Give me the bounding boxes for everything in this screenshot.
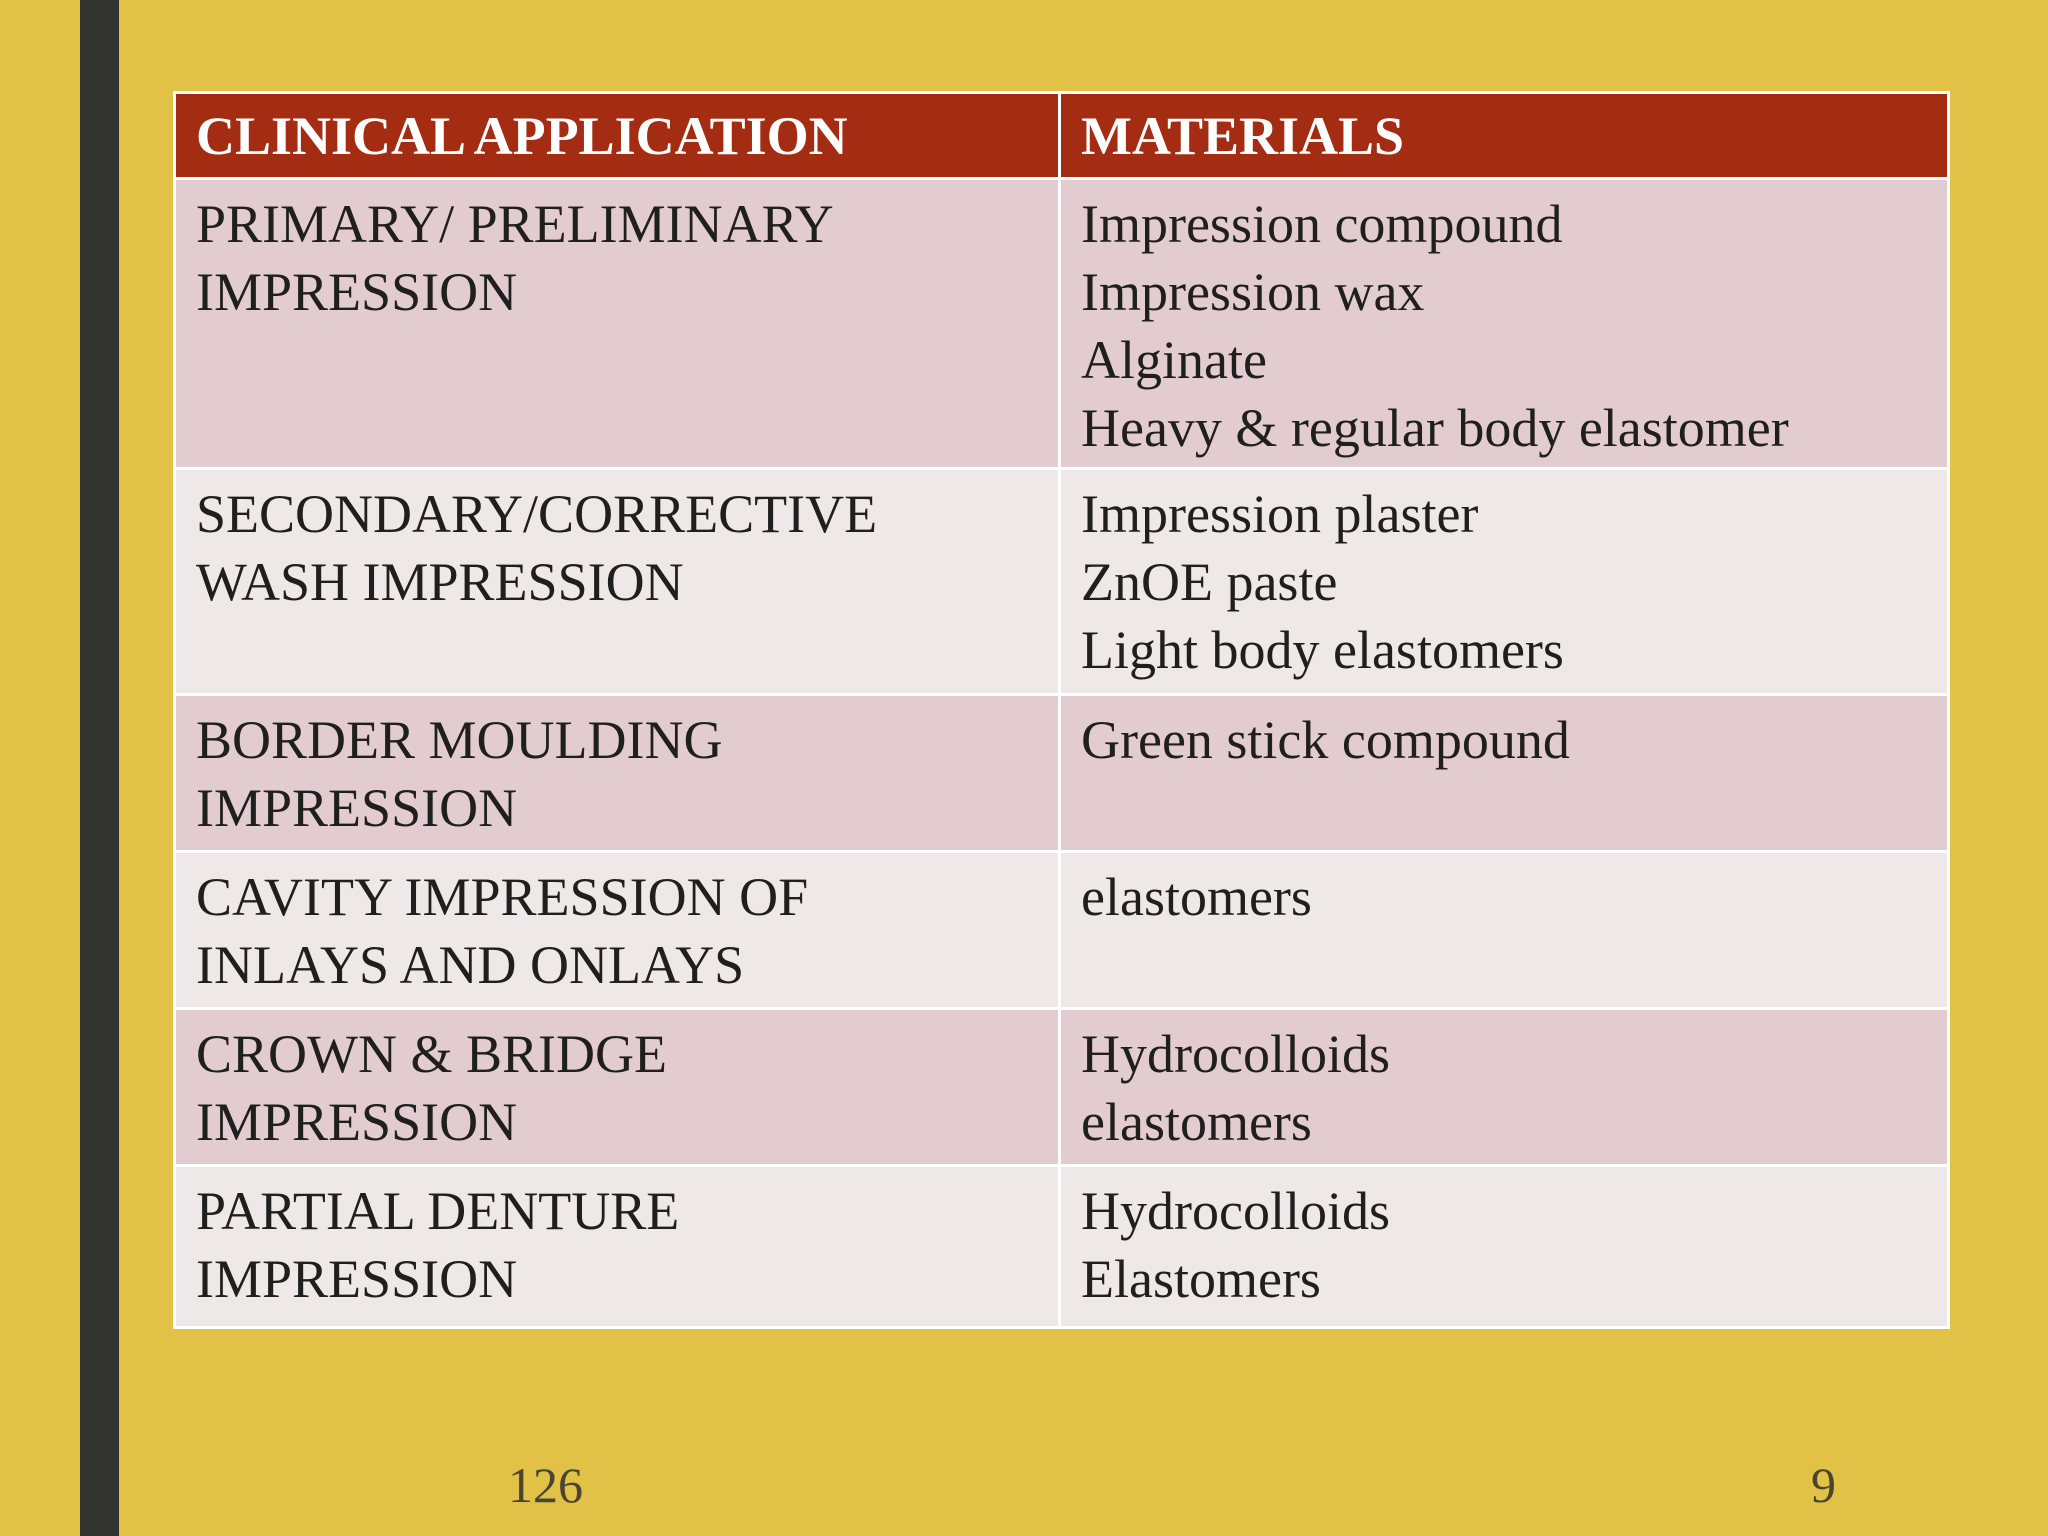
material-line: Hydrocolloids [1081, 1181, 1390, 1241]
materials-cell [1061, 853, 1947, 1007]
application-cell [176, 180, 1061, 467]
footer-number: 126 [508, 1457, 583, 1513]
materials-cell [1061, 696, 1947, 850]
application-cell [176, 696, 1061, 850]
material-line: Elastomers [1081, 1249, 1321, 1309]
material-line: Alginate [1081, 330, 1267, 390]
application-cell [176, 853, 1061, 1007]
material-line: Green stick compound [1081, 710, 1570, 770]
material-line: Impression wax [1081, 262, 1425, 322]
application-line: IMPRESSION [196, 1249, 518, 1309]
application-line: INLAYS AND ONLAYS [196, 935, 745, 995]
application-line: PARTIAL DENTURE [196, 1181, 680, 1241]
table-row [176, 470, 1947, 693]
material-line: Impression plaster [1081, 484, 1479, 544]
materials-cell [1061, 180, 1947, 467]
table-row [176, 853, 1947, 1007]
materials-cell [1061, 470, 1947, 693]
left-accent-bar [80, 0, 119, 1536]
application-line: SECONDARY/CORRECTIVE [196, 484, 878, 544]
application-cell [176, 470, 1061, 693]
table-row [176, 1167, 1947, 1326]
material-line: Light body elastomers [1081, 620, 1564, 680]
material-line: Hydrocolloids [1081, 1024, 1390, 1084]
application-line: IMPRESSION [196, 778, 518, 838]
table-row [176, 1010, 1947, 1164]
materials-cell [1061, 1010, 1947, 1164]
application-line: CAVITY IMPRESSION OF [196, 867, 809, 927]
header-clinical-application: CLINICAL APPLICATION [176, 94, 1061, 177]
material-line: Heavy & regular body elastomer [1081, 398, 1789, 458]
table-row [176, 696, 1947, 850]
header-materials: MATERIALS [1061, 94, 1947, 177]
application-line: IMPRESSION [196, 1092, 518, 1152]
material-line: elastomers [1081, 867, 1312, 927]
application-line: CROWN & BRIDGE [196, 1024, 667, 1084]
materials-table [173, 91, 1950, 1329]
materials-cell [1061, 1167, 1947, 1326]
application-line: PRIMARY/ PRELIMINARY [196, 194, 834, 254]
application-line: WASH IMPRESSION [196, 552, 684, 612]
material-line: Impression compound [1081, 194, 1563, 254]
application-cell [176, 1167, 1061, 1326]
application-line: IMPRESSION [196, 262, 518, 322]
material-line: elastomers [1081, 1092, 1312, 1152]
application-cell [176, 1010, 1061, 1164]
table-header-row [176, 94, 1947, 177]
page-number: 9 [1811, 1457, 1836, 1513]
table-row [176, 180, 1947, 467]
material-line: ZnOE paste [1081, 552, 1338, 612]
application-line: BORDER MOULDING [196, 710, 723, 770]
